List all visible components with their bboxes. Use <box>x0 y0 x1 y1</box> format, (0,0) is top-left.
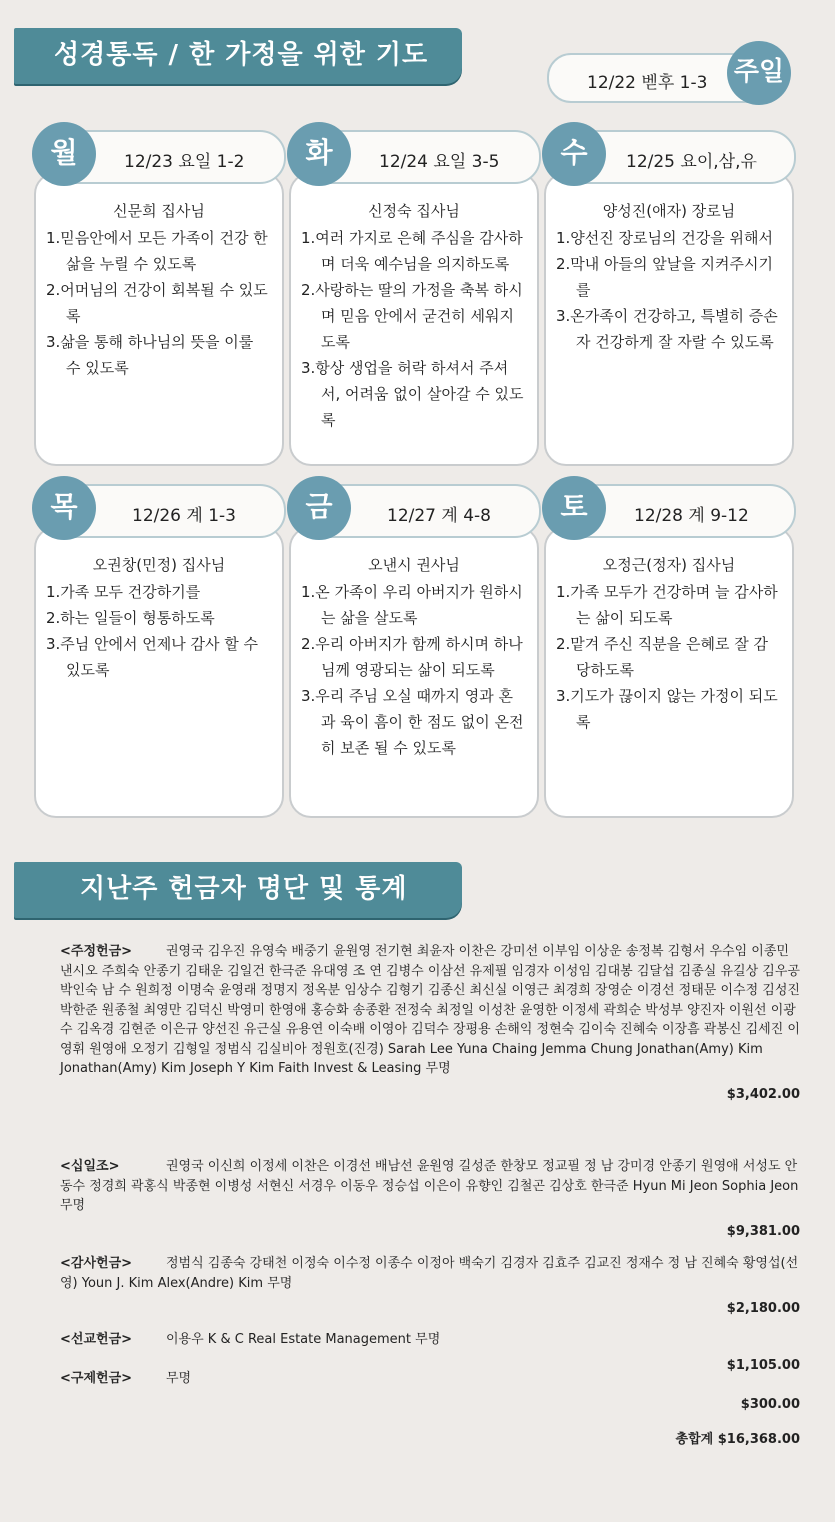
prayer-card-wednesday <box>544 136 794 466</box>
card-header <box>291 484 541 538</box>
prayer-item: 3.우리 주님 오실 때까지 영과 혼과 육이 흠이 한 점도 없이 온전히 보존 될 수 있도록 <box>301 687 524 757</box>
day-badge: 화 <box>287 122 351 186</box>
day-badge: 월 <box>32 122 96 186</box>
prayer-list <box>546 575 792 735</box>
offering-block-thanks <box>60 1254 800 1319</box>
offering-label: <선교헌금> <box>60 1332 133 1347</box>
day-badge: 금 <box>287 476 351 540</box>
offering-names: 무명 <box>166 1371 192 1386</box>
day-badge: 토 <box>542 476 606 540</box>
prayer-list <box>36 221 282 381</box>
day-badge-sunday: 주일 <box>727 41 791 105</box>
card-header <box>36 130 286 184</box>
prayer-item: 3.기도가 끊이지 않는 가정이 되도록 <box>556 687 778 731</box>
prayer-list <box>546 221 792 355</box>
prayer-item: 1.온 가족이 우리 아버지가 원하시는 삶을 살도록 <box>301 583 523 627</box>
prayer-item: 2.막내 아들의 앞날을 지켜주시기를 <box>556 255 773 299</box>
offering-amount: $2,180.00 <box>726 1301 800 1316</box>
reading-ref: 12/24 요일 3-5 <box>379 152 500 172</box>
offering-names: 이용우 K & C Real Estate Management 무명 <box>166 1332 441 1347</box>
offering-label: <감사헌금> <box>60 1256 133 1271</box>
offering-block-tithe <box>60 1157 800 1241</box>
prayer-item: 1.여러 가지로 은혜 주심을 감사하며 더욱 예수님을 의지하도록 <box>301 229 523 273</box>
card-header <box>36 484 286 538</box>
reading-ref: 12/25 요이,삼,유 <box>626 152 757 172</box>
day-badge: 수 <box>542 122 606 186</box>
family-name: 신정숙 집사님 <box>368 202 460 220</box>
offering-block-relief <box>60 1369 800 1414</box>
prayer-item: 2.맡겨 주신 직분을 은혜로 잘 감당하도록 <box>556 635 769 679</box>
prayer-item: 3.항상 생업을 허락 하셔서 주셔서, 어려움 없이 살아갈 수 있도록 <box>301 359 524 429</box>
offering-amount: $9,381.00 <box>726 1223 800 1239</box>
reading-ref: 12/26 계 1-3 <box>132 506 236 526</box>
prayer-item: 1.양선진 장로님의 건강을 위해서 <box>556 229 773 247</box>
family-name: 오정근(정자) 집사님 <box>602 556 736 574</box>
prayer-list <box>291 575 537 761</box>
prayer-item: 2.우리 아버지가 함께 하시며 하나님께 영광되는 삶이 되도록 <box>301 635 523 679</box>
prayer-card-tuesday <box>289 136 539 466</box>
offering-label: <십일조> <box>60 1159 120 1174</box>
prayer-item: 3.주님 안에서 언제나 감사 할 수 있도록 <box>46 635 259 679</box>
prayer-card-saturday <box>544 490 794 818</box>
section-title-banner <box>14 28 462 84</box>
reading-ref: 12/27 계 4-8 <box>387 506 491 526</box>
prayer-item: 1.가족 모두 건강하기를 <box>46 583 201 601</box>
section-title-banner <box>14 862 462 918</box>
offering-names: 정범식 김종숙 강태천 이정숙 이수정 이종수 이정아 백숙기 김경자 김효주 김교진 정재수 정 남 진혜숙 황영섭(선영) Youn J. Kim Alex(Andre) Kim 무명 <box>60 1256 799 1291</box>
family-name: 오권창(민정) 집사님 <box>92 556 226 574</box>
reading-ref: 12/23 요일 1-2 <box>124 152 245 172</box>
sunday-reading <box>547 53 787 103</box>
card-header <box>291 130 541 184</box>
prayer-card-monday <box>34 136 284 466</box>
offering-amount: $300.00 <box>740 1396 800 1412</box>
prayer-item: 2.하는 일들이 형통하도록 <box>46 609 215 627</box>
prayer-list <box>36 575 282 683</box>
prayer-item: 2.사랑하는 딸의 가정을 축복 하시며 믿음 안에서 굳건히 세워지도록 <box>301 281 523 351</box>
day-badge: 목 <box>32 476 96 540</box>
offering-label: <구제헌금> <box>60 1371 133 1386</box>
prayer-card-thursday <box>34 490 284 818</box>
prayer-card-friday <box>289 490 539 818</box>
section-title: 성경통독 / 한 가정을 위한 기도 <box>54 40 429 70</box>
family-name: 오낸시 권사님 <box>368 556 460 574</box>
prayer-item: 1.가족 모두가 건강하며 늘 감사하는 삶이 되도록 <box>556 583 778 627</box>
prayer-item: 2.어머님의 건강이 회복될 수 있도록 <box>46 281 268 325</box>
offering-amount: $3,402.00 <box>726 1086 800 1102</box>
section-title: 지난주 헌금자 명단 및 통계 <box>80 874 408 904</box>
offering-names: 권영국 이신희 이정세 이찬은 이경선 배남선 윤원영 길성준 한창모 정교필 정 남 강미경 안종기 원영애 서성도 안동수 정경희 곽홍식 박종현 이병성 서현신 서경우 이동우 정승섭 이은이 유향인 김철곤 김상호 한극준 Hyun Mi Jeon Sophia Jeon 무명 <box>60 1159 799 1213</box>
prayer-list <box>291 221 537 433</box>
prayer-item: 3.삶을 통해 하나님의 뜻을 이룰 수 있도록 <box>46 333 254 377</box>
sunday-reading-ref: 12/22 벧후 1-3 <box>587 73 708 93</box>
grand-total: 총합계 $16,368.00 <box>675 1432 800 1447</box>
prayer-item: 1.믿음안에서 모든 가족이 건강 한 삶을 누릴 수 있도록 <box>46 229 268 273</box>
card-header <box>546 130 796 184</box>
offering-block-weekly <box>60 942 800 1104</box>
prayer-item: 3.온가족이 건강하고, 특별히 증손자 건강하게 잘 자랄 수 있도록 <box>556 307 778 351</box>
reading-ref: 12/28 계 9-12 <box>634 506 749 526</box>
offering-names: 권영국 김우진 유영숙 배중기 윤원영 전기현 최윤자 이찬은 강미선 이부임 이상운 송정복 김형서 우수임 이종민 낸시오 주희숙 안종기 김태운 김일건 한극준 유대영 조 연 김병수 이삼선 유제필 임경자 이성임 김대봉 김달섭 김종실 유길상 김우공 박인숙 남 수 원희정 이명숙 윤영래 정명지 정옥분 임상수 김형기 김종신 최신실 이영근 최경희 장영순 이경선 정태문 이수정 김성진 박한준 원종철 최영만 김덕신 박영미 한영애 홍승화 송종환 전정숙 최정일 이성찬 윤영한 이정세 곽희순 박성부 양진자 이원선 이광수 김옥경 김현준 이은규 양선진 유근실 유용연 이숙배 이영아 김덕수 장평용 손해익 정현숙 김이숙 진혜숙 이장흠 곽봉신 김세진 이영휘 원영애 오정기 김형일 정범식 김실비아 정원호(진경) Sarah Lee Yuna Chaing Jemma Chung Jonathan(Amy) Kim Jonathan(Amy) Kim Joseph Y Kim Faith Invest & Leasing 무명 <box>60 944 800 1076</box>
family-name: 신문희 집사님 <box>113 202 205 220</box>
family-name: 양성진(애자) 장로님 <box>602 202 736 220</box>
card-header <box>546 484 796 538</box>
offering-amount: $1,105.00 <box>726 1357 800 1373</box>
offering-label: <주정헌금> <box>60 944 133 959</box>
